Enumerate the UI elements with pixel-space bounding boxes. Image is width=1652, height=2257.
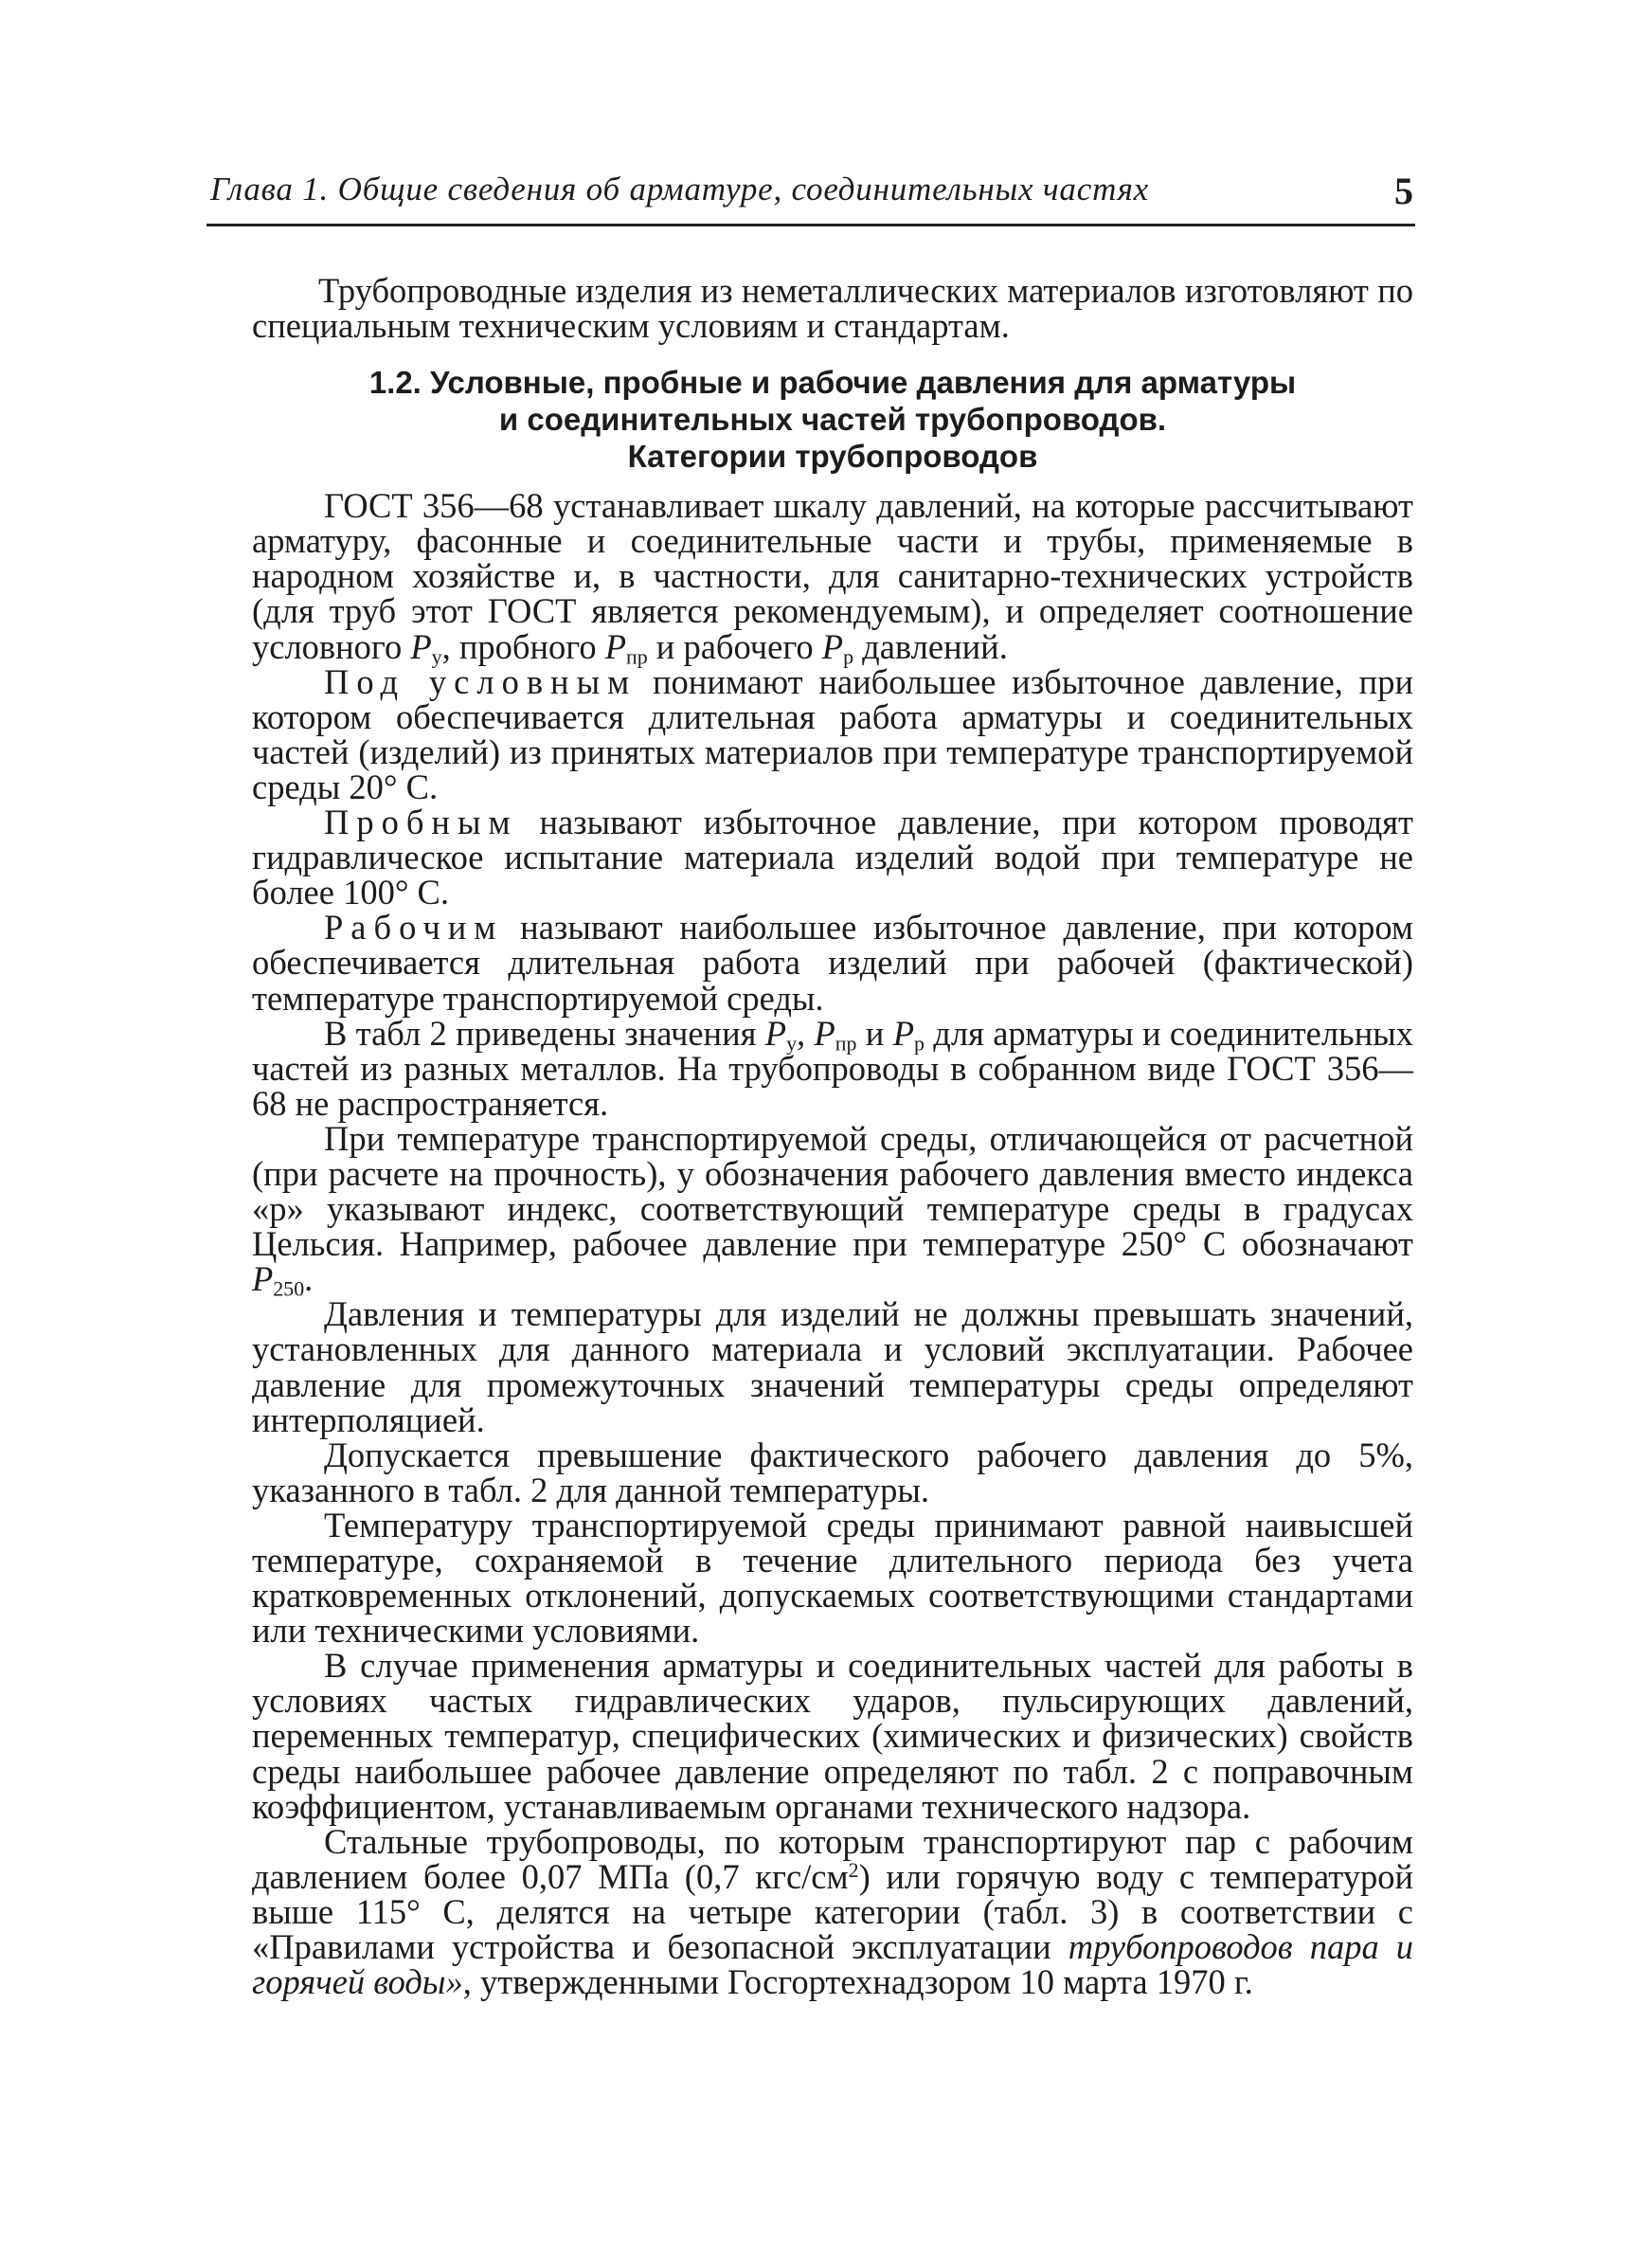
paragraph-intro: Трубопроводные изделия из неметаллических материалов изготовляют по специальным техническим условиям и стандартам. <box>252 271 1413 346</box>
paragraph-hydraulic-shocks: В случае применения арматуры и соединительных частей для работы в условиях частых гидравлических ударов, пульсирующих давлений, переменных температур, специфических (химических и физических) свойств среды наибольшее рабочее давление определяют по табл. 2 с поправочным коэффициентом, устанавливаемым органами технического надзора. <box>252 1646 1413 1826</box>
chapter-title: Глава 1. Общие сведения об арматуре, соединительных частях <box>210 171 1149 208</box>
paragraph-gost: ГОСТ 356—68 устанавливает шкалу давлений, на которые рассчитывают арматуру, фасонные и соединительные части и трубы, применяемые в народном хозяйстве и, в частности, для санитарно-технических устройств (для труб этот ГОСТ является рекомендуемым), и определяет соотношение условного $P_у$, пробного $P_{пр}$ и рабочего $P_р$ давлений. <box>252 486 1413 669</box>
body-text <box>252 271 1414 2002</box>
paragraph-table-ref: В табл 2 приведены значения $P_у$, $P_{пр}$ и $P_р$ для арматуры и соединительных частей из разных металлов. На трубопроводы в собранном виде ГОСТ 356—68 не распространяется. <box>252 1013 1414 1123</box>
paragraph-limits: Давления и температуры для изделий не должны превышать значений, установленных для данного материала и условий эксплуатации. Рабочее давление для промежуточных значений температуры среды определяют интерполяцией. <box>252 1294 1413 1439</box>
paragraph-tolerance: Допускается превышение фактического рабочего давления до 5%, указанного в табл. 2 для данной температуры. <box>252 1435 1413 1509</box>
paragraph-working: Рабочим называют наибольшее избыточное давление, при котором обеспечивается длительная работа изделий при рабочей (фактической) температуре транспортируемой среды. <box>252 908 1413 1018</box>
paragraph-medium-temperature: Температуру транспортируемой среды принимают равной наивысшей температуре, сохраняемой в течение длительного периода без учета кратковременных отклонений, допускаемых соответствующими стандартами или техническими условиями. <box>252 1505 1413 1651</box>
section-heading-line-2: и соединительных частей трубопроводов. <box>498 402 1167 438</box>
page-number: 5 <box>1394 170 1413 212</box>
paragraph-steel-pipelines: Стальные трубопроводы, по которым транспортируют пар с рабочим давлением более 0,07 МПа (0,7 кгс/$см^2$) или горячую воду с температурой выше 115° С, делятся на четыре категории (табл. 3) в соответствии с «Правилами устройства и безопасной эксплуатации трубопроводов пара и горячей воды», утвержденными Госгортехнадзором 10 марта 1970 г. <box>252 1821 1413 2002</box>
paragraph-test: Пробным называют избыточное давление, при котором проводят гидравлическое испытание материала изделий водой при температуре не более 100° С. <box>252 803 1414 912</box>
running-header <box>210 161 1413 227</box>
section-heading-line-3: Категории трубопроводов <box>627 439 1038 475</box>
paragraph-nominal: Под условным понимают наибольшее избыточное давление, при котором обеспечивается длительная работа арматуры и соединительных частей (изделий) из принятых материалов при температуре транспортируемой среды 20° С. <box>252 661 1413 806</box>
header-rule <box>206 224 1415 226</box>
section-heading <box>252 364 1413 475</box>
paragraph-temperature-index: При температуре транспортируемой среды, отличающейся от расчетной (при расчете на прочность), у обозначения рабочего давления вместо индекса «р» указывают индекс, соответствующий температуре среды в градусах Цельсия. Например, рабочее давление при температуре 250° С обозначают $P_{250}$. <box>252 1118 1413 1301</box>
section-heading-line-1: 1.2. Условные, пробные и рабочие давления для арматуры <box>368 365 1297 401</box>
